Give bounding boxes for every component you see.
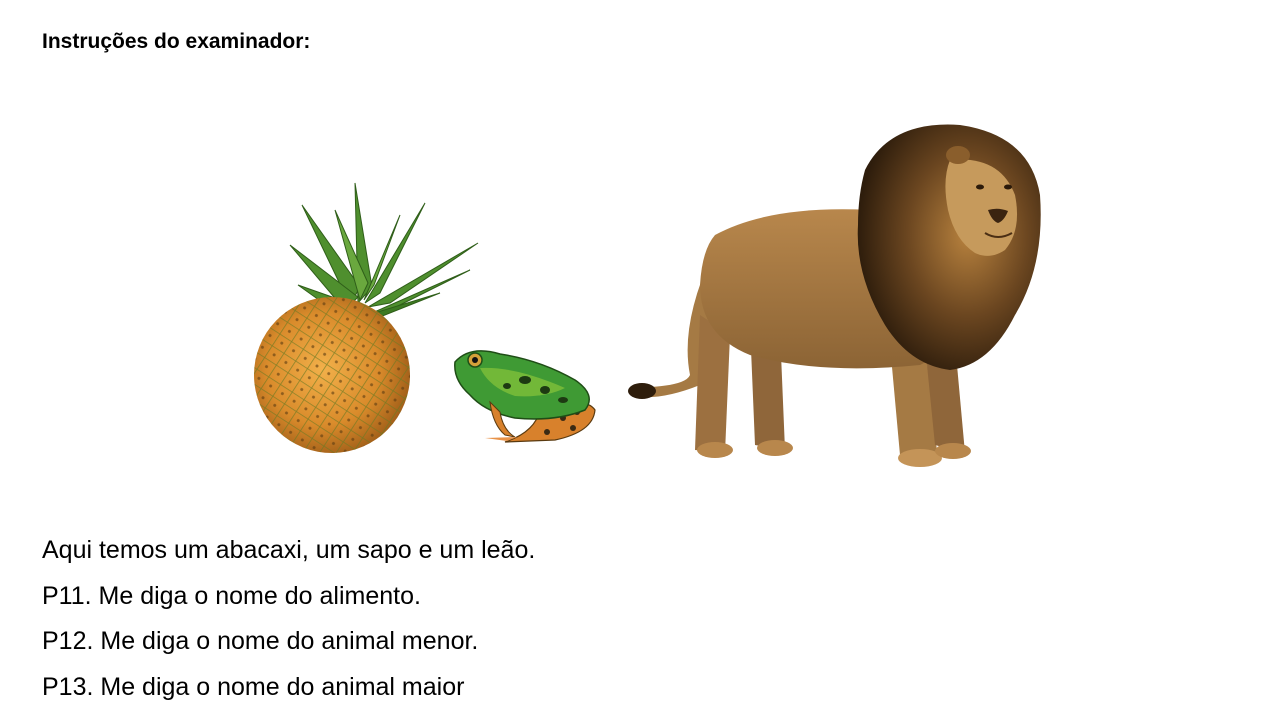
page-title: Instruções do examinador: xyxy=(42,30,311,53)
question-p12: P12. Me diga o nome do animal menor. xyxy=(42,627,479,655)
instructions-block xyxy=(42,528,535,710)
intro-text: Aqui temos um abacaxi, um sapo e um leão. xyxy=(42,536,536,564)
question-p11: P11. Me diga o nome do alimento. xyxy=(42,581,421,610)
lion-icon xyxy=(620,115,1060,475)
frog-icon xyxy=(445,340,610,450)
question-p13: P13. Me diga o nome do animal maior xyxy=(42,672,465,701)
